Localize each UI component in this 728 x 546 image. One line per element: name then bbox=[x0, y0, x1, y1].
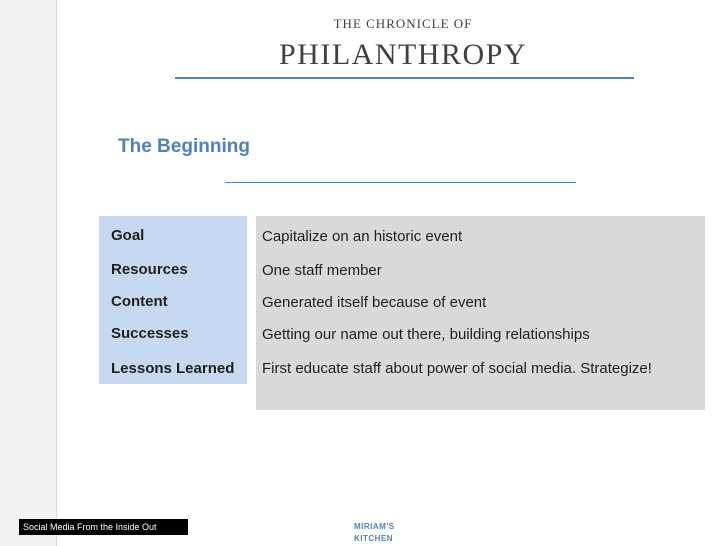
row-label-successes: Successes bbox=[111, 325, 189, 342]
row-value-goal: Capitalize on an historic event bbox=[262, 228, 463, 245]
slide-title: The Beginning bbox=[118, 136, 250, 157]
row-label-goal: Goal bbox=[111, 227, 145, 244]
logo-main-text: PHILANTHROPY bbox=[278, 38, 527, 71]
chronicle-logo bbox=[268, 16, 538, 74]
row-value-resources: One staff member bbox=[262, 262, 382, 279]
footer-organization: MIRIAM'S KITCHEN bbox=[354, 522, 395, 543]
title-rule bbox=[225, 182, 576, 183]
row-value-lessons-learned: First educate staff about power of social media. Strategize! bbox=[262, 360, 652, 377]
side-divider bbox=[56, 0, 57, 546]
row-label-lessons-learned: Lessons Learned bbox=[111, 360, 235, 377]
row-label-resources: Resources bbox=[111, 261, 188, 278]
row-value-successes: Getting our name out there, building relationships bbox=[262, 326, 590, 343]
footer-presentation-title: Social Media From the Inside Out bbox=[19, 519, 188, 535]
row-value-content: Generated itself because of event bbox=[262, 294, 487, 311]
logo-top-text: THE CHRONICLE OF bbox=[333, 16, 473, 31]
side-bar bbox=[0, 0, 56, 546]
row-label-content: Content bbox=[111, 293, 168, 310]
header-rule bbox=[175, 77, 634, 79]
